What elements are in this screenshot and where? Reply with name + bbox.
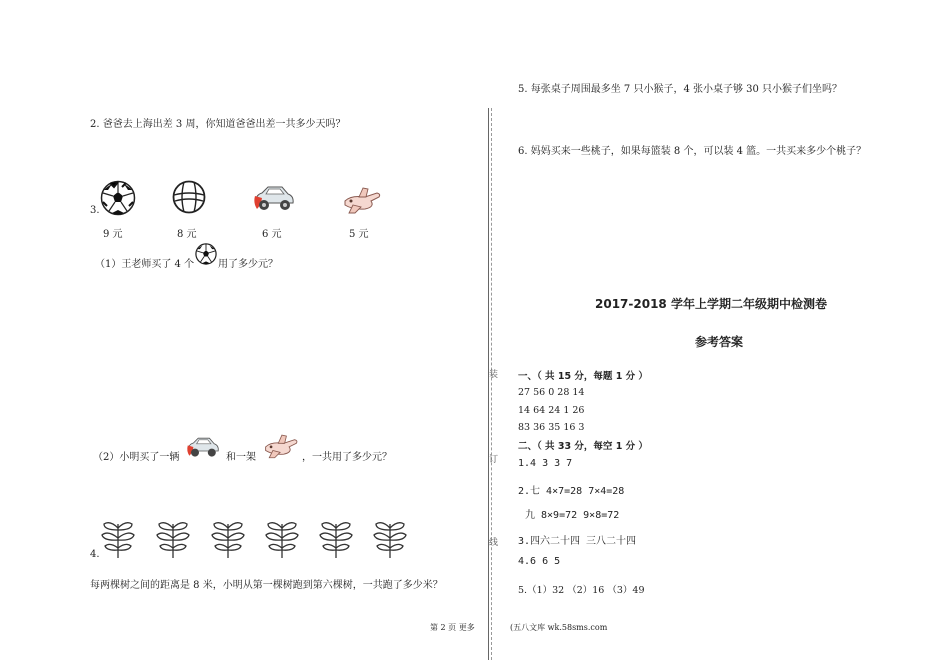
answer-title: 2017-2018 学年上学期二年级期中检测卷 — [595, 297, 827, 311]
answer-2: 2.七 4×7=28 7×4=28 — [518, 486, 625, 497]
question-3-2-part-a: （2）小明买了一辆 — [93, 452, 180, 463]
tree-icon — [318, 518, 354, 558]
left-page-footer: 第 2 页 更多 — [430, 623, 475, 632]
answer-3: 3.四六二十四 三八二十四 — [518, 536, 637, 547]
answer-1: 1.4 3 3 7 — [518, 458, 573, 469]
question-4-text: 每两棵树之间的距离是 8 米，小明从第一棵树跑到第六棵树，一共跑了多少米？ — [90, 580, 443, 591]
toy-car-price: 6 元 — [262, 229, 282, 240]
tree-icon — [210, 518, 246, 558]
tree-icon — [100, 518, 136, 558]
tree-icon — [155, 518, 191, 558]
soccer-ball-icon — [195, 243, 217, 265]
section-1-heading: 一、（ 共 15 分，每题 1 分 ） — [518, 371, 648, 382]
answer-2b: 九 8×9=72 9×8=72 — [525, 510, 620, 521]
toy-plane-icon — [341, 185, 383, 215]
question-3-1-before: （1）王老师买了 4 个 — [95, 259, 195, 270]
binding-mark-ding: 订 — [489, 455, 499, 465]
question-5: 5. 每张桌子周围最多坐 7 只小猴子，4 张小桌子够 30 只小猴子们坐吗？ — [518, 84, 843, 95]
tree-icon — [372, 518, 408, 558]
volleyball-price: 8 元 — [177, 229, 197, 240]
section-1-row-3: 83 36 35 16 3 — [518, 422, 585, 433]
tree-icon — [264, 518, 300, 558]
question-3-2-part-c: ，一共用了多少元？ — [302, 452, 392, 463]
soccer-ball-price: 9 元 — [103, 229, 123, 240]
answer-4: 4.6 6 5 — [518, 556, 561, 567]
question-4-label: 4. — [90, 549, 100, 560]
binding-mark-xian: 线 — [489, 538, 499, 548]
toy-car-icon — [252, 183, 296, 213]
toy-car-icon — [185, 435, 221, 459]
toy-plane-price: 5 元 — [349, 229, 369, 240]
section-1-row-1: 27 56 0 28 14 — [518, 387, 585, 398]
question-3-label: 3. — [90, 205, 100, 216]
question-6: 6. 妈妈买来一些桃子，如果每篮装 8 个，可以装 4 篮。一共买来多少个桃子？ — [518, 146, 867, 157]
question-3-2-part-b: 和一架 — [226, 452, 256, 463]
binding-mark-zhuang: 装 — [489, 370, 499, 380]
binding-line — [488, 108, 489, 660]
question-2: 2. 爸爸去上海出差 3 周，你知道爸爸出差一共多少天吗？ — [90, 119, 346, 130]
toy-plane-icon — [262, 432, 300, 460]
right-page-footer: (五八文库 wk.58sms.com — [510, 623, 608, 632]
question-3-1-after: 用了多少元？ — [218, 259, 278, 270]
volleyball-icon — [172, 180, 206, 214]
answer-5: 5.（1）32 （2）16 （3）49 — [518, 585, 645, 596]
soccer-ball-icon — [100, 180, 136, 216]
binding-line-dashed — [491, 108, 493, 660]
answer-subtitle: 参考答案 — [695, 335, 744, 349]
section-1-row-2: 14 64 24 1 26 — [518, 405, 585, 416]
section-2-heading: 二、（ 共 33 分，每空 1 分 ） — [518, 441, 648, 452]
